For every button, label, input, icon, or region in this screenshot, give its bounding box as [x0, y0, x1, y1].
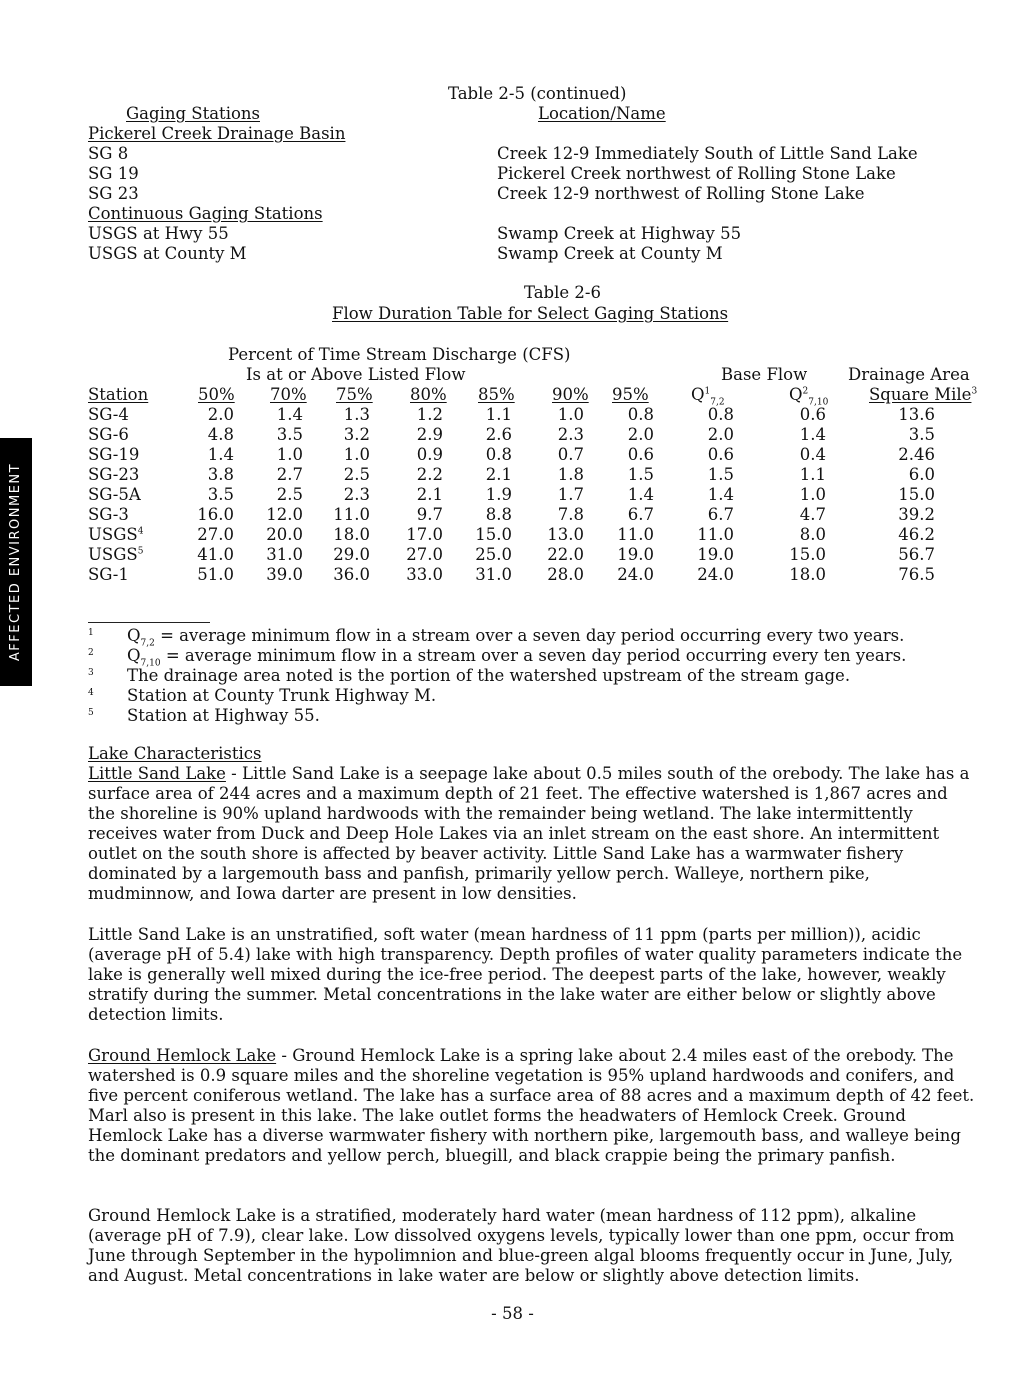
flow-value-cell: 2.3 [343, 485, 370, 504]
flow-value-cell: 0.9 [416, 445, 443, 464]
footnote-text [127, 626, 905, 649]
flow-value-cell: 51.0 [197, 565, 234, 584]
paragraph-text: Little Sand Lake is an unstratified, soft water (mean hardness of 11 ppm (parts per million)), acidic (average pH of 5.4) lake with high transparency. Depth profiles of water quality parameters indicate the lake is generally well mixed during the ice-free period. The deepest parts of the lake, however, weakly stratify during the summer. Metal concentrations in the lake water are either below or slightly above detection limits. [88, 925, 963, 1024]
flow-value-cell: 7.8 [557, 505, 584, 524]
footnote-mark: 5 [88, 708, 94, 718]
table26-title: Flow Duration Table for Select Gaging Stations [332, 304, 729, 323]
flow-value-cell: 1.9 [485, 485, 512, 504]
flow-value-cell: 27.0 [197, 525, 234, 544]
column-header: 90% [552, 385, 589, 404]
flow-value-cell: 3.5 [908, 425, 935, 444]
column-header: 85% [478, 385, 515, 404]
flow-value-cell: 22.0 [547, 545, 584, 564]
q-label: Q [789, 385, 803, 404]
station-name: SG-3 [88, 505, 129, 524]
flow-value-cell: 1.7 [557, 485, 584, 504]
paragraph-little-sand-lake [88, 764, 978, 904]
flow-value-cell: 6.7 [627, 505, 654, 524]
flow-value-cell: 19.0 [697, 545, 734, 564]
footnote-body: = average minimum flow in a stream over a seven day period occurring every ten years. [160, 646, 907, 665]
station-name: USGS [88, 545, 138, 564]
flow-value-cell: 11.0 [697, 525, 734, 544]
paragraph-text: - Little Sand Lake is a seepage lake about 0.5 miles south of the orebody. The lake has a surface area of 244 acres and a maximum depth of 21 feet. The effective watershed is 1,867 acres and the shoreline is 90% upland hardwoods with the remainder being wetland. The lake intermittently receives water from Duck and Deep Hole Lakes via an inlet stream on the east shore. An intermittent outlet on the south shore is affected by beaver activity. Little Sand Lake has a warmwater fishery dominated by a largemouth bass and panfish, primarily yellow perch. Walleye, northern pike, mudminnow, and Iowa darter are present in low densities. [88, 764, 970, 903]
column-header: 95% [612, 385, 649, 404]
flow-value-cell: 12.0 [266, 505, 303, 524]
column-header-q72 [691, 385, 725, 408]
flow-value-cell: 24.0 [697, 565, 734, 584]
flow-value-cell: 3.5 [207, 485, 234, 504]
flow-value-cell: 13.0 [547, 525, 584, 544]
flow-value-cell: 36.0 [333, 565, 370, 584]
flow-value-cell: 3.5 [276, 425, 303, 444]
flow-value-cell: 1.3 [343, 405, 370, 424]
table25-group-heading: Pickerel Creek Drainage Basin [88, 124, 346, 143]
percent-header: Percent of Time Stream Discharge (CFS) [228, 345, 571, 364]
table26-caption: Table 2-6 [524, 283, 601, 302]
station-cell [88, 565, 129, 585]
flow-value-cell: 0.7 [557, 445, 584, 464]
flow-value-cell: 31.0 [266, 545, 303, 564]
flow-value-cell: 15.0 [898, 485, 935, 504]
footnote-q: Q [127, 646, 141, 665]
flow-value-cell: 6.0 [908, 465, 935, 484]
flow-value-cell: 2.6 [485, 425, 512, 444]
flow-value-cell: 0.6 [627, 445, 654, 464]
flow-value-cell: 2.1 [416, 485, 443, 504]
flow-value-cell: 2.7 [276, 465, 303, 484]
table25-col2-header: Location/Name [538, 104, 666, 123]
column-header: 70% [270, 385, 307, 404]
q710-sup: 2 [802, 386, 809, 397]
side-tab-label: AFFECTED ENVIRONMENT [8, 462, 23, 662]
flow-value-cell: 13.6 [898, 405, 935, 424]
flow-value-cell: 1.5 [627, 465, 654, 484]
flow-value-cell: 15.0 [789, 545, 826, 564]
paragraph-ground-hemlock-lake [88, 1046, 978, 1166]
station-name: SG-4 [88, 405, 129, 424]
flow-value-cell: 11.0 [617, 525, 654, 544]
area-sup: 3 [971, 386, 978, 397]
footnote-q: Q [127, 626, 141, 645]
flow-value-cell: 4.8 [207, 425, 234, 444]
page-number: - 58 - [491, 1304, 534, 1323]
flow-value-cell: 1.4 [627, 485, 654, 504]
footnote-q-sub: 7,10 [140, 658, 161, 669]
flow-value-cell: 0.6 [799, 405, 826, 424]
flow-value-cell: 1.1 [799, 465, 826, 484]
flow-value-cell: 56.7 [898, 545, 935, 564]
column-header-q710 [789, 385, 829, 408]
station-name: SG-6 [88, 425, 129, 444]
flow-value-cell: 19.0 [617, 545, 654, 564]
paragraph-text: - Ground Hemlock Lake is a spring lake about 2.4 miles east of the orebody. The watershed is 0.9 square miles and the shoreline vegetation is 95% upland hardwoods and conifers, and five percent coniferous wetland. The lake has a surface area of 88 acres and a maximum depth of 42 feet. Marl also is present in this lake. The lake outlet forms the headwaters of Hemlock Creek. Ground Hemlock Lake has a diverse warmwater fishery with northern pike, largemouth bass, and walleye being the dominant predators and yellow perch, bluegill, and black crappie being the primary panfish. [88, 1046, 975, 1165]
flow-value-cell: 41.0 [197, 545, 234, 564]
table25-station: SG 23 [88, 184, 139, 203]
flow-value-cell: 76.5 [898, 565, 935, 584]
q72-sup: 1 [704, 386, 711, 397]
flow-value-cell: 1.5 [707, 465, 734, 484]
station-cell [88, 525, 143, 545]
station-name: USGS [88, 525, 138, 544]
flow-value-cell: 17.0 [406, 525, 443, 544]
flow-value-cell: 0.6 [707, 445, 734, 464]
column-header-area [869, 385, 977, 405]
flow-value-cell: 46.2 [898, 525, 935, 544]
footnote-mark: 2 [88, 648, 94, 658]
paragraph-title: Ground Hemlock Lake [88, 1046, 277, 1065]
station-cell [88, 545, 143, 565]
paragraph-ground-hemlock-lake-water [88, 1206, 978, 1286]
flow-value-cell: 8.8 [485, 505, 512, 524]
station-footnote-mark: 4 [137, 526, 144, 537]
side-tab [0, 438, 32, 686]
flow-value-cell: 29.0 [333, 545, 370, 564]
footnote-q-sub: 7,2 [140, 638, 155, 649]
paragraph-little-sand-lake-water [88, 925, 978, 1025]
flow-value-cell: 1.4 [276, 405, 303, 424]
table25-station: USGS at County M [88, 244, 247, 263]
flow-value-cell: 2.2 [416, 465, 443, 484]
flow-value-cell: 2.9 [416, 425, 443, 444]
table25-col1-header: Gaging Stations [126, 104, 260, 123]
footnote-mark: 1 [88, 628, 94, 638]
station-cell [88, 465, 139, 485]
flow-value-cell: 1.1 [485, 405, 512, 424]
table25-location: Swamp Creek at County M [497, 244, 723, 263]
flow-value-cell: 1.4 [707, 485, 734, 504]
footnote-rule [88, 622, 210, 623]
flow-value-cell: 8.0 [799, 525, 826, 544]
station-cell [88, 485, 141, 505]
flow-value-cell: 0.4 [799, 445, 826, 464]
flow-value-cell: 18.0 [333, 525, 370, 544]
flow-value-cell: 4.7 [799, 505, 826, 524]
flow-value-cell: 25.0 [475, 545, 512, 564]
flow-value-cell: 2.3 [557, 425, 584, 444]
footnote-body: Station at Highway 55. [127, 706, 320, 725]
flow-value-cell: 15.0 [475, 525, 512, 544]
flow-value-cell: 1.2 [416, 405, 443, 424]
flow-value-cell: 27.0 [406, 545, 443, 564]
flow-value-cell: 0.8 [485, 445, 512, 464]
footnote-body: = average minimum flow in a stream over a seven day period occurring every two years. [154, 626, 905, 645]
station-cell [88, 445, 139, 465]
table25-location: Swamp Creek at Highway 55 [497, 224, 742, 243]
footnote-mark: 3 [88, 668, 94, 678]
footnote-mark: 4 [88, 688, 94, 698]
station-cell [88, 505, 129, 525]
table25-caption: Table 2-5 (continued) [448, 84, 627, 103]
flow-value-cell: 1.0 [276, 445, 303, 464]
baseflow-header: Base Flow [721, 365, 808, 384]
flow-value-cell: 1.0 [799, 485, 826, 504]
flow-value-cell: 1.0 [557, 405, 584, 424]
column-header: 80% [410, 385, 447, 404]
footnote-text [127, 706, 320, 726]
drainage-header: Drainage Area [848, 365, 970, 384]
column-header: 50% [198, 385, 235, 404]
flow-value-cell: 6.7 [707, 505, 734, 524]
flow-value-cell: 2.5 [276, 485, 303, 504]
paragraph-title: Little Sand Lake [88, 764, 226, 783]
flow-value-cell: 33.0 [406, 565, 443, 584]
table25-location: Creek 12-9 Immediately South of Little Sand Lake [497, 144, 918, 163]
station-name: SG-19 [88, 445, 140, 464]
flow-value-cell: 31.0 [475, 565, 512, 584]
flow-value-cell: 3.2 [343, 425, 370, 444]
column-header-station: Station [88, 385, 149, 404]
flow-value-cell: 1.0 [343, 445, 370, 464]
footnote-body: The drainage area noted is the portion of the watershed upstream of the stream gage. [127, 666, 851, 685]
flow-value-cell: 2.0 [627, 425, 654, 444]
flow-value-cell: 20.0 [266, 525, 303, 544]
flow-value-cell: 0.8 [707, 405, 734, 424]
flow-value-cell: 2.1 [485, 465, 512, 484]
paragraph-text: Ground Hemlock Lake is a stratified, moderately hard water (mean hardness of 112 ppm), alkaline (average pH of 7.9), clear lake. Low dissolved oxygens levels, typically lower than one ppm, occur from June through September in the hypolimnion and blue-green algal blooms frequently occur in June, July, and August. Metal concentrations in lake water are below or slightly above detection limits. [88, 1206, 955, 1285]
flow-value-cell: 39.2 [898, 505, 935, 524]
table25-station: SG 19 [88, 164, 139, 183]
flow-value-cell: 24.0 [617, 565, 654, 584]
flow-value-cell: 2.46 [898, 445, 935, 464]
q-label: Q [691, 385, 705, 404]
table25-station: USGS at Hwy 55 [88, 224, 229, 243]
q710-sub: 7,10 [808, 397, 829, 408]
footnote-text [127, 666, 850, 686]
flow-value-cell: 16.0 [197, 505, 234, 524]
flow-value-cell: 2.0 [707, 425, 734, 444]
flow-value-cell: 3.8 [207, 465, 234, 484]
station-name: SG-1 [88, 565, 129, 584]
footnote-text [127, 686, 436, 706]
column-header: 75% [336, 385, 373, 404]
flow-value-cell: 1.4 [799, 425, 826, 444]
flow-value-cell: 39.0 [266, 565, 303, 584]
station-footnote-mark: 5 [137, 546, 144, 557]
flow-value-cell: 1.4 [207, 445, 234, 464]
flow-value-cell: 2.0 [207, 405, 234, 424]
flow-value-cell: 2.5 [343, 465, 370, 484]
flow-value-cell: 28.0 [547, 565, 584, 584]
station-cell [88, 405, 129, 425]
area-label: Square Mile [869, 385, 972, 404]
footnote-body: Station at County Trunk Highway M. [127, 686, 437, 705]
flow-value-cell: 0.8 [627, 405, 654, 424]
flow-value-cell: 18.0 [789, 565, 826, 584]
table25-group-heading: Continuous Gaging Stations [88, 204, 323, 223]
section-heading: Lake Characteristics [88, 744, 262, 763]
percent-header: Is at or Above Listed Flow [246, 365, 466, 384]
station-name: SG-23 [88, 465, 140, 484]
table25-location: Creek 12-9 northwest of Rolling Stone Lake [497, 184, 865, 203]
station-name: SG-5A [88, 485, 141, 504]
table25-location: Pickerel Creek northwest of Rolling Stone Lake [497, 164, 896, 183]
flow-value-cell: 1.8 [557, 465, 584, 484]
flow-value-cell: 9.7 [416, 505, 443, 524]
table25-station: SG 8 [88, 144, 129, 163]
flow-value-cell: 11.0 [333, 505, 370, 524]
footnote-text [127, 646, 907, 669]
station-cell [88, 425, 129, 445]
q72-sub: 7,2 [710, 397, 725, 408]
